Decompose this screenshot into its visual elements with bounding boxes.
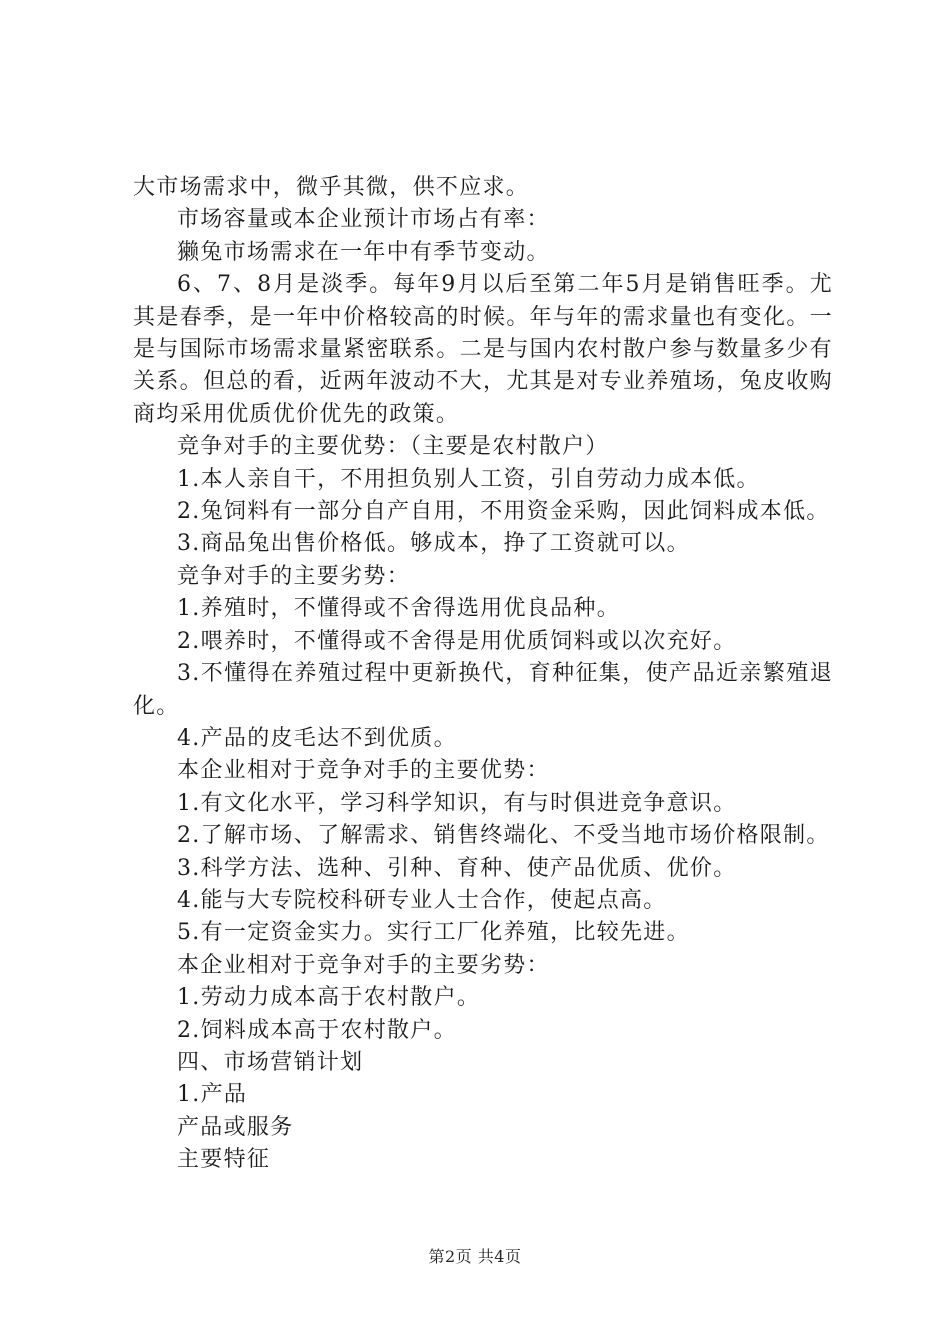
paragraph: 本企业相对于竞争对手的主要优势： [177,758,550,784]
paragraph: 4.能与大专院校科研专业人士合作，使起点高。 [177,887,667,913]
paragraph: 2.了解市场、了解需求、销售终端化、不受当地市场价格限制。 [177,823,830,849]
paragraph: 1.有文化水平，学习科学知识，有与时俱进竞争意识。 [177,790,737,816]
paragraph: 2.饲料成本高于农村散户。 [177,1017,457,1043]
paragraph: 4.产品的皮毛达不到优质。 [177,725,457,751]
paragraph: 1.劳动力成本高于农村散户。 [177,985,481,1011]
paragraph: 6、7、8月是淡季。每年9月以后至第二年5月是销售旺季。尤其是春季，是一年中价格较高的时候。年与年的需求量也有变化。一是与国际市场需求量紧密联系。二是与国内农村散户参与数量多少有关系。但总的看，近两年波动不大，尤其是对专业养殖场，兔皮收购商均采用优质优价优先的政策。 [133,272,833,427]
section-heading: 四、市场营销计划 [177,1049,364,1075]
paragraph: 1.本人亲自干，不用担负别人工资，引自劳动力成本低。 [177,466,760,492]
paragraph: 1.养殖时，不懂得或不舍得选用优良品种。 [177,596,620,622]
paragraph: 大市场需求中，微乎其微，供不应求。 [133,175,530,200]
paragraph: 市场容量或本企业预计市场占有率： [177,207,550,233]
paragraph: 竞争对手的主要劣势： [177,563,411,589]
paragraph: 2.兔饲料有一部分自产自用，不用资金采购，因此饲料成本低。 [177,499,830,525]
page-number-footer: 第2页 共4页 [428,1247,522,1266]
paragraph: 3.商品兔出售价格低。够成本，挣了工资就可以。 [177,531,690,557]
paragraph: 3.不懂得在养殖过程中更新换代，育种征集，使产品近亲繁殖退化。 [133,661,833,719]
paragraph: 主要特征 [177,1147,271,1173]
paragraph: 1.产品 [177,1082,248,1108]
paragraph: 5.有一定资金实力。实行工厂化养殖，比较先进。 [177,920,690,946]
paragraph: 产品或服务 [177,1114,294,1140]
paragraph: 獭兔市场需求在一年中有季节变动。 [177,239,550,265]
document-body [133,172,833,1177]
paragraph: 竞争对手的主要优势：（主要是农村散户） [177,434,609,460]
paragraph: 2.喂养时，不懂得或不舍得是用优质饲料或以次充好。 [177,628,737,654]
paragraph: 本企业相对于竞争对手的主要劣势： [177,952,550,978]
paragraph: 3.科学方法、选种、引种、育种、使产品优质、优价。 [177,855,737,881]
